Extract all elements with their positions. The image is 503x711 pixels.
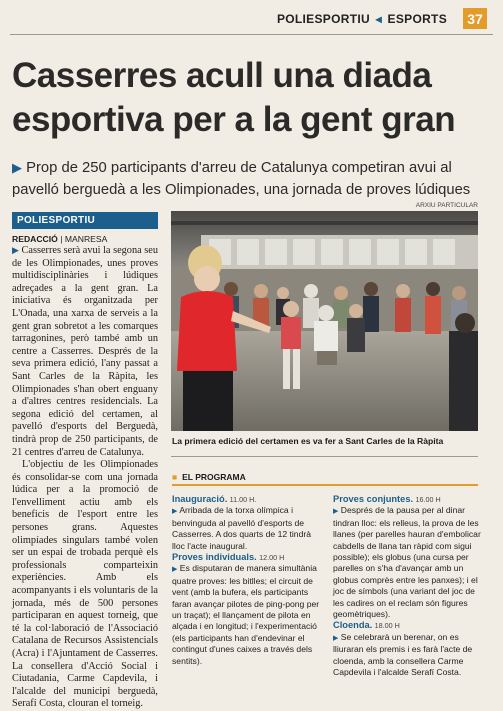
category-name: ESPORTS [387, 12, 447, 26]
program-item-text: Després de la pausa per al dinar tindran lloc: els relleus, la prova de les llanes (per parelles hauran d'embolicar cabdells de llana tan ràpid com sigui possible); els globus (una cursa per parelles on s'ha d'avançar amb un globus comprès entre les panxes); i el joc de símbols (una variant del joc de les cadires on el reclam són figures geomètriques). [333, 505, 481, 620]
article-column [12, 212, 158, 711]
program-item-heading: Proves individuals. [172, 552, 257, 563]
byline-author: REDACCIÓ [12, 234, 58, 244]
triangle-icon: ▶ [12, 245, 19, 255]
program-column-right [333, 494, 483, 679]
headline: Casserres acull una diada esportiva per a la gent gran [12, 56, 456, 139]
subheadline [12, 157, 494, 201]
program-item-time: 16.00 H [415, 495, 441, 504]
caption-divider [171, 456, 478, 457]
header-divider [10, 34, 493, 35]
program-item-text: Se celebrarà un berenar, on es lliuraran els premis i es farà l'acte de cloenda, amb la consellera Carme Capdevila i l'alcalde Serafí Costa. [333, 631, 473, 678]
triangle-icon: ▶ [12, 160, 22, 175]
article-photo [171, 211, 478, 431]
section-arrow-icon: ◂ [375, 12, 382, 26]
program-item-heading: Proves conjuntes. [333, 494, 414, 504]
triangle-icon: ▶ [333, 634, 339, 642]
article-body [12, 244, 158, 711]
section-tag: POLIESPORTIU [12, 212, 158, 229]
program-column-left [172, 494, 322, 667]
byline-place: | MANRESA [60, 234, 108, 244]
program-item-time: 12.00 H [259, 553, 285, 563]
photo-illustration [171, 211, 478, 431]
program-title-text: EL PROGRAMA [182, 472, 246, 482]
page-header [14, 8, 489, 30]
program-item [172, 552, 322, 667]
section-label [277, 12, 447, 26]
article-paragraph: L'objectiu de les Olimpionades és consolidar-se com una jornada lúdica per a la promoció de l'envelliment actiu amb els beneficis de l'esport entre les persones grans. Aquestes olimpíades singulars també volen ser un espai de trobada perquè els professionals comparteixin experiències. Amb els acompanyants i els voluntaris de la jornada, més de 500 persones participaran en aquest torneig, que té la col·laboració de l'Associació Catalana de Recursos Assistencials (Acra) i l'Ajuntament de Casserres. La consellera d'Acció Social i Ciutadania, Carme Capdevila, i l'alcalde del municipi berguedà, Serafí Costa, clouran el torneig. [12, 459, 158, 710]
article-paragraph [12, 244, 158, 459]
byline [12, 234, 158, 244]
photo-credit: ARXIU PARTICULAR [415, 202, 478, 209]
subheadline-text: Prop de 250 participants d'arreu de Catalunya competiran avui al pavelló berguedà a les Olimpionades, una jornada de proves lúdiques [12, 160, 471, 198]
program-item-time: 18.00 H [374, 621, 400, 631]
paragraph-text: Casserres serà avui la segona seu de les Olimpionades, unes proves multidisciplinàries i lúdiques adreçades a la gent gran. La iniciativa és organitzada per L'Onada, una xarxa de serveis a la gent gran sobretot a les comarques tarragonines, però també amb un centre a Casserres. Després de la seva primera edició, l'any passat a Sant Carles de la Ràpita, les Olimpionades s'han obert enguany a d'altres centres residencials. La segona edició del certamen, al pavelló d'esports del Berguedà, tindrà prop de 250 participants, de 21 centres d'arreu de Catalunya. [12, 245, 158, 458]
program-box-title [172, 470, 478, 486]
program-item [172, 494, 322, 552]
triangle-icon: ▶ [333, 508, 339, 516]
triangle-icon: ▶ [172, 566, 178, 574]
program-item [333, 494, 483, 620]
program-item-heading: Inauguració. [172, 494, 228, 504]
program-item-text: Es disputaran de manera simultània quatre proves: les bitlles; el circuit de vent (amb la bufera, els participants faran avançar pilotes de ping-pong per un traçat); el llançament de pilota en alçada i en longitud; i l'experimentació (els participants han d'endevinar el contingut d'unes caixes a través dels sentits). [172, 563, 320, 666]
triangle-icon: ▶ [172, 508, 178, 516]
program-item-text: Arribada de la torxa olímpica i benvinguda al pavelló d'esports de Casserres. A dos quarts de 12 tindrà lloc l'acte inaugural. [172, 505, 312, 551]
page-number: 37 [463, 8, 487, 29]
program-item-heading: Cloenda. [333, 620, 373, 631]
triangle-icon: ■ [172, 472, 178, 482]
program-item-time: 11.00 H. [229, 495, 257, 504]
section-name: POLIESPORTIU [276, 12, 370, 26]
program-item [333, 620, 483, 678]
photo-caption: La primera edició del certamen es va fer a Sant Carles de la Ràpita [172, 436, 444, 446]
